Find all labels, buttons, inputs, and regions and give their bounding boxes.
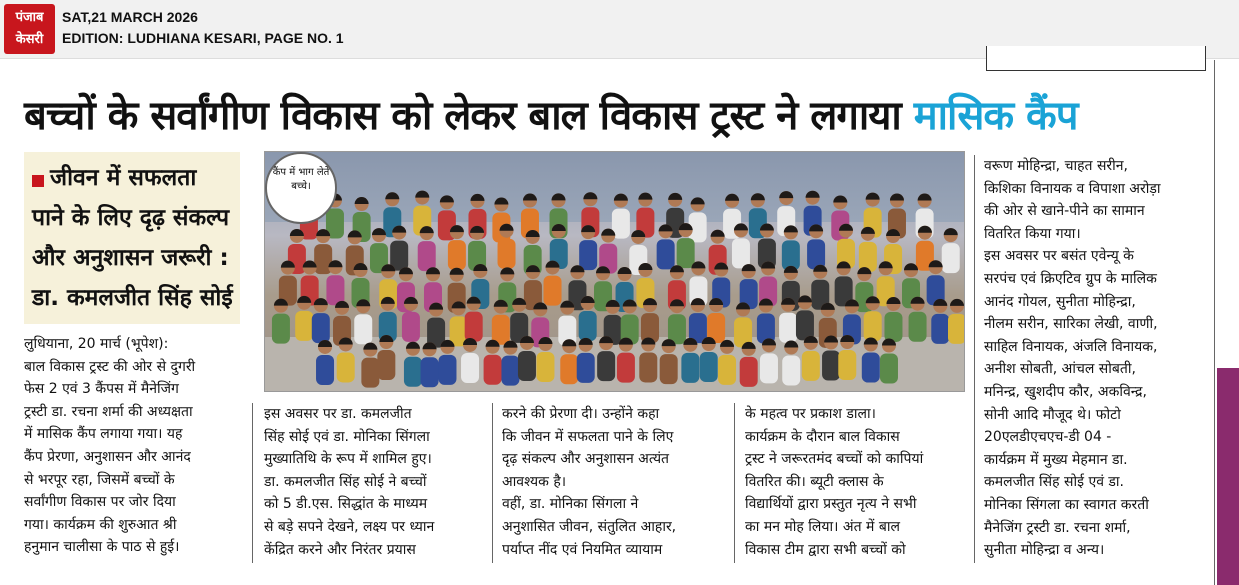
child-figure (660, 354, 678, 384)
child-hair (890, 194, 904, 201)
child-figure (312, 313, 330, 343)
article-line: सर्वांगीण विकास पर जोर दिया (24, 494, 176, 511)
child-figure (617, 353, 635, 383)
child-figure (718, 355, 736, 385)
photo-caption-badge (265, 152, 337, 224)
child-hair (866, 193, 880, 200)
child-figure (700, 352, 718, 382)
child-figure (448, 240, 466, 270)
child-figure (862, 353, 880, 383)
child-hair (725, 194, 739, 201)
child-figure (402, 312, 420, 342)
article-line: कार्यक्रम के दौरान बाल विकास (745, 428, 900, 445)
headline-main: बच्चों के सर्वांगीण विकास को लेकर बाल विकास ट्रस्ट ने लगाया (24, 93, 901, 139)
article-line: वितरित किया गया। (984, 225, 1081, 242)
page-headline (24, 80, 1224, 152)
child-figure (740, 357, 758, 387)
article-line: वितरित की। ब्यूटी क्लास के (745, 473, 884, 490)
article-line: के महत्व पर प्रकाश डाला। (745, 406, 876, 422)
child-figure (822, 351, 840, 381)
child-figure (880, 354, 898, 384)
child-figure (760, 353, 778, 383)
child-figure (544, 276, 562, 306)
child-hair (494, 198, 508, 205)
child-figure (639, 352, 657, 382)
article-line: आनंद गोयल, सुनीता मोहिन्द्रा, (984, 293, 1136, 310)
article-line: से बड़े सपने देखने, लक्ष्य पर ध्यान (264, 518, 435, 535)
child-figure (864, 311, 882, 341)
child-figure (732, 238, 750, 268)
article-line: 20एलडीएचएच-डी 04 - (984, 429, 1112, 446)
child-figure (942, 243, 960, 273)
article-line: को 5 डी.एस. सिद्धांत के माध्यम (264, 496, 428, 513)
article-line: करने की प्रेरणा दी। उन्होंने कहा (502, 406, 660, 422)
article-line: किशिका विनायक व विपाशा अरोड़ा (984, 180, 1161, 197)
article-line: कि जीवन में सफलता पाने के लिए (502, 428, 674, 445)
article-line: डा. कमलजीत सिंह सोई ने बच्चों (264, 473, 427, 490)
child-hair (806, 191, 820, 198)
child-figure (361, 358, 379, 388)
child-hair (470, 194, 484, 201)
children-group-illustration (265, 152, 964, 391)
article-line: कैंप प्रेरणा, अनुशासन और आनंद (24, 448, 191, 465)
article-line: पर्याप्त नींद एवं नियमित व्यायाम (502, 541, 663, 558)
child-figure (657, 239, 675, 269)
column-divider (974, 155, 975, 563)
child-hair (904, 263, 918, 270)
child-hair (751, 193, 765, 200)
column-3 (502, 403, 724, 561)
child-hair (583, 192, 597, 199)
subheadline: जीवन में सफलता पाने के लिए दृढ़ संकल्प और अनुशासन जरूरी : डा. कमलजीत सिंह सोई (32, 165, 233, 311)
child-figure (948, 314, 964, 344)
child-figure (579, 311, 597, 341)
column-4 (745, 403, 965, 561)
child-figure (438, 355, 456, 385)
edition-date: SAT,21 MARCH 2026 (62, 9, 198, 25)
article-line: ट्रस्ट ने जरूरतमंद बच्चों को कापियां (745, 451, 924, 468)
article-line: मोनिका सिंगला का स्वागत करती (984, 496, 1149, 513)
column-divider (734, 403, 735, 563)
article-line: लुधियाना, 20 मार्च (भूपेश): (24, 336, 169, 352)
headline-accent: मासिक कैंप (913, 93, 1078, 139)
logo-line-2: केसरी (15, 32, 44, 47)
article-line: मुख्यातिथि के रूप में शामिल हुए। (264, 451, 432, 468)
edition-info: EDITION: LUDHIANA KESARI, PAGE NO. 1 (62, 30, 344, 46)
subheadline-box (24, 152, 240, 324)
article-line: बाल विकास ट्रस्ट की ओर से दुगरी (24, 358, 196, 375)
article-line: आवश्यक है। (502, 473, 567, 490)
column-divider (492, 403, 493, 563)
article-line: से भरपूर रहा, जिसमें बच्चों के (24, 471, 175, 488)
child-hair (415, 191, 429, 198)
column-divider (252, 403, 253, 563)
article-line: का मन मोह लिया। अंत में बाल (745, 518, 900, 535)
child-figure (465, 312, 483, 342)
article-line: फेस 2 एवं 3 कैंपस में मैनेजिंग (24, 381, 179, 398)
child-figure (757, 314, 775, 344)
photo-caption: कैंप में भाग लेते बच्चे। (272, 167, 330, 192)
child-hair (523, 194, 537, 201)
child-hair (833, 195, 847, 202)
article-line: गया। कार्यक्रम की शुरुआत श्री (24, 516, 177, 533)
child-figure (909, 312, 927, 342)
child-hair (779, 191, 793, 198)
article-line: इस अवसर पर बसंत एवेन्यू के (984, 248, 1134, 265)
child-figure (461, 353, 479, 383)
child-hair (355, 197, 369, 204)
article-line: की ओर से खाने-पीने का सामान (984, 203, 1145, 220)
child-figure (577, 353, 595, 383)
child-hair (691, 197, 705, 204)
news-photo (264, 151, 965, 392)
article-line: हनुमान चालीसा के पाठ से हुई। (24, 539, 180, 556)
article-line: अनुशासित जीवन, संतुलित आहार, (502, 518, 677, 535)
child-hair (614, 194, 628, 201)
child-figure (316, 355, 334, 385)
article-line: इस अवसर पर डा. कमलजीत (264, 406, 412, 422)
child-figure (354, 314, 372, 344)
article-line: वरूण मोहिन्द्रा, चाहत सरीन, (984, 158, 1128, 174)
article-line: कार्यक्रम में मुख्य मेहमान डा. (984, 451, 1128, 468)
column-5 (984, 155, 1204, 562)
child-hair (440, 195, 454, 202)
child-hair (918, 194, 932, 201)
child-figure (404, 357, 422, 387)
article-line: सुनीता मोहिन्द्रा व अन्य। (984, 542, 1105, 559)
article-line: में मासिक कैंप लगाया गया। यह (24, 426, 183, 443)
article-line: सिंह सोई एवं डा. मोनिका सिंगला (264, 428, 430, 445)
child-figure (802, 351, 820, 381)
article-line: सोनी आदि मौजूद थे। फोटो (984, 406, 1121, 423)
child-figure (421, 357, 439, 387)
child-hair (385, 192, 399, 199)
adjacent-clipping-frame (986, 46, 1206, 71)
article-line: ट्रस्टी डा. रचना शर्मा की अध्यक्षता (24, 403, 193, 420)
article-line: कमलजीत सिंह सोई एवं डा. (984, 474, 1124, 491)
article-line: साहिल विनायक, अंजलि विनायक, (984, 338, 1158, 355)
child-figure (597, 351, 615, 381)
page-edge-divider (1214, 60, 1215, 585)
child-hair (798, 295, 812, 302)
child-figure (272, 314, 290, 344)
child-figure (782, 356, 800, 386)
child-figure (807, 239, 825, 269)
child-figure (501, 356, 519, 386)
child-figure (677, 238, 695, 268)
article-line: नीलम सरीन, सारिका लेखी, वाणी, (984, 316, 1158, 333)
child-hair (552, 193, 566, 200)
child-figure (295, 311, 313, 341)
child-figure (884, 312, 902, 342)
child-figure (931, 314, 949, 344)
article-line: मनिन्द्र, खुशदीप कौर, अकविन्द्र, (984, 383, 1147, 400)
child-figure (779, 313, 797, 343)
child-figure (838, 350, 856, 380)
publication-logo (4, 4, 55, 54)
child-hair (711, 230, 725, 237)
child-figure (681, 353, 699, 383)
article-line: सरपंच एवं क्रिएटिव ग्रुप के मालिक (984, 270, 1157, 287)
child-figure (337, 352, 355, 382)
article-line: वहीं, डा. मोनिका सिंगला ने (502, 496, 639, 513)
child-figure (418, 241, 436, 271)
child-figure (498, 239, 516, 269)
article-line: अनीश सोबती, आंचल सोबती, (984, 361, 1136, 378)
article-line: विद्यार्थियों द्वारा प्रस्तुत नृत्य ने सभी (745, 496, 917, 513)
child-figure (484, 355, 502, 385)
child-hair (944, 228, 958, 235)
child-figure (326, 275, 344, 305)
child-figure (536, 352, 554, 382)
child-figure (518, 351, 536, 381)
child-figure (579, 240, 597, 270)
adjacent-article-color-band (1217, 368, 1239, 585)
article-line: केंद्रित करने और निरंतर प्रयास (264, 541, 416, 558)
bullet-square-icon (32, 175, 44, 187)
article-line: दृढ़ संकल्प और अनुशासन अत्यंत (502, 451, 670, 468)
child-figure (560, 354, 578, 384)
article-line: मैनेजिंग ट्रस्टी डा. रचना शर्मा, (984, 519, 1131, 536)
child-figure (859, 242, 877, 272)
article-line: विकास टीम द्वारा सभी बच्चों को (745, 541, 906, 558)
child-hair (406, 342, 420, 349)
column-2 (264, 403, 484, 561)
logo-line-1: पंजाब (15, 10, 44, 25)
child-figure (377, 350, 395, 380)
child-hair (950, 299, 964, 306)
child-hair (638, 193, 652, 200)
child-hair (668, 193, 682, 200)
child-figure (782, 240, 800, 270)
column-1 (24, 333, 240, 559)
